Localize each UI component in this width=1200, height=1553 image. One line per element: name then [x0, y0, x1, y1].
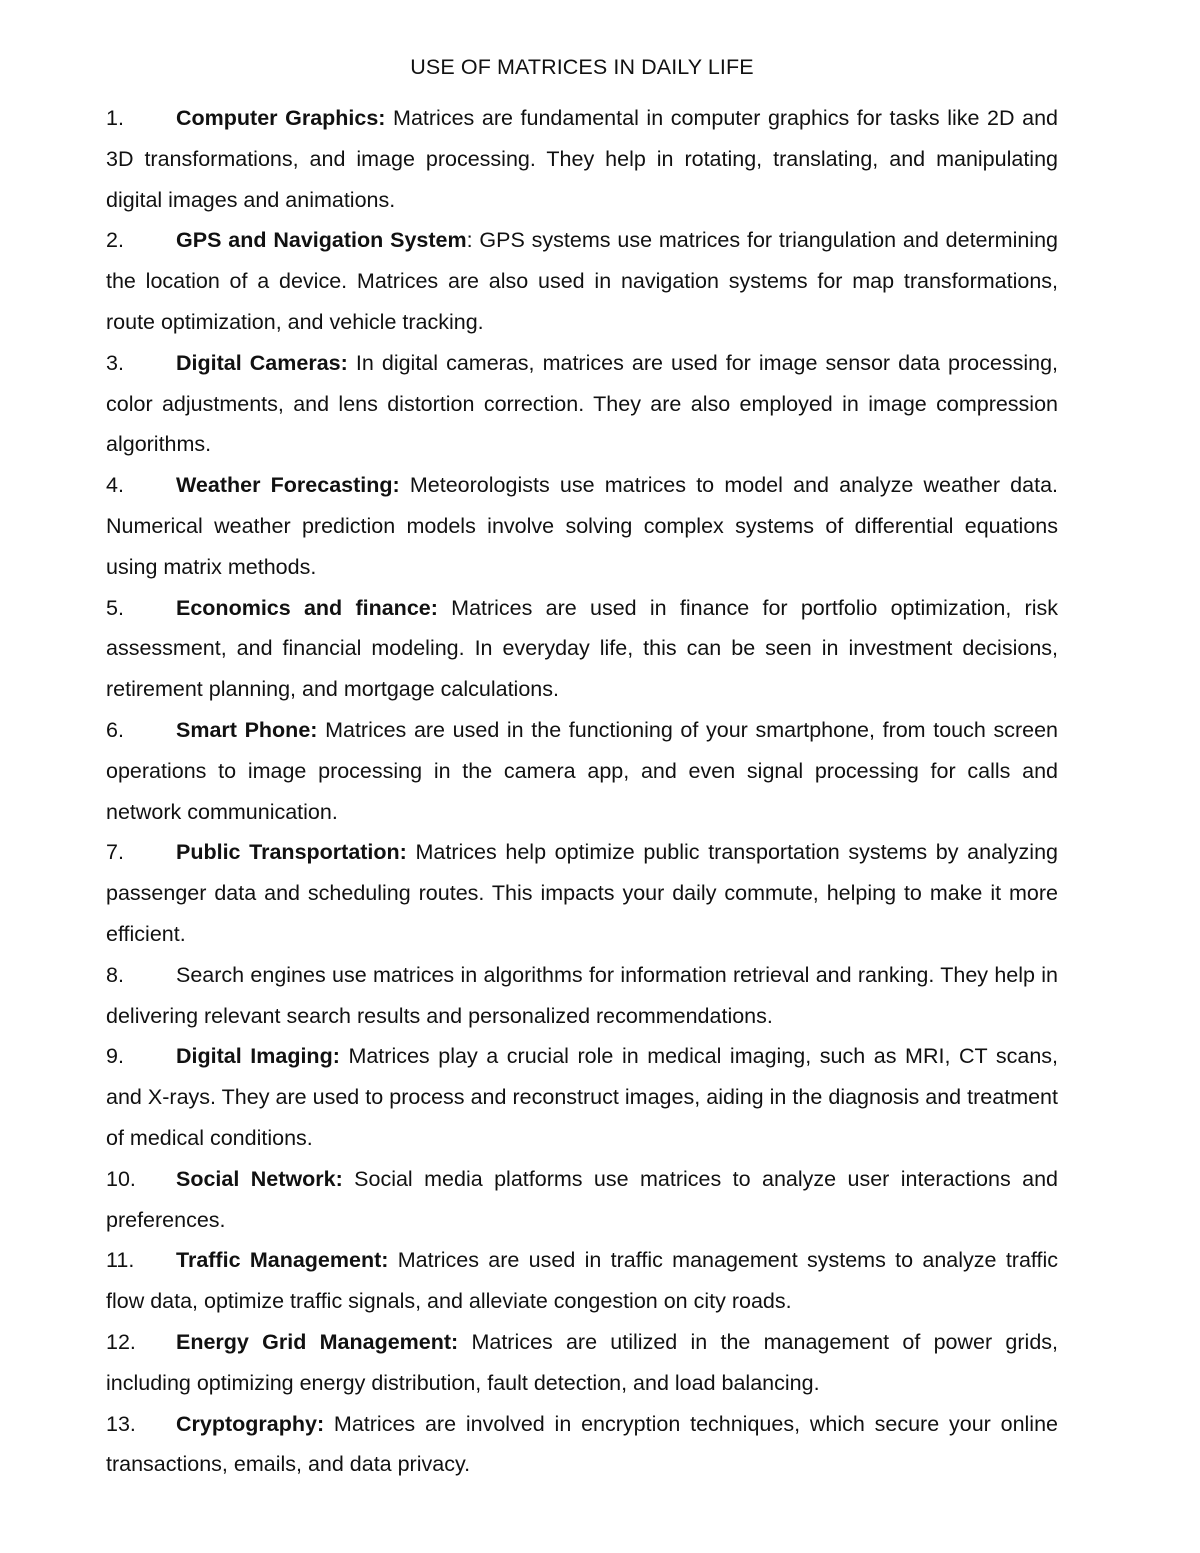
document-title: USE OF MATRICES IN DAILY LIFE [410, 55, 754, 79]
item-term: Public Transportation: [176, 840, 407, 865]
item-number: 4. [106, 473, 124, 498]
item-text: Matrices are fundamental in computer graphics for tasks like 2D and 3D transformations, and image processing. They help in rotating, translating, and manipulating digital images and animations. [106, 106, 1058, 212]
list-item [106, 1159, 1058, 1241]
list-item [106, 832, 1058, 954]
item-term: Digital Cameras: [176, 350, 348, 375]
list-item [106, 710, 1058, 832]
item-term: Computer Graphics: [176, 106, 386, 130]
item-text: Search engines use matrices in algorithms for information retrieval and ranking. They help in delivering relevant search results and personalized recommendations. [106, 962, 1058, 1028]
item-number: 12. [106, 1329, 136, 1354]
item-number: 5. [106, 595, 124, 620]
item-term: Economics and finance: [176, 595, 438, 620]
list-item [106, 465, 1058, 587]
list-item [106, 343, 1058, 465]
item-number: 3. [106, 350, 124, 375]
list-item [106, 220, 1058, 342]
item-term: Social Network: [176, 1166, 343, 1191]
item-number: 1. [106, 106, 124, 130]
item-text: Meteorologists use matrices to model and analyze weather data. Numerical weather prediction models involve solving complex systems of differential equations using matrix methods. [106, 473, 1058, 579]
item-number: 11. [106, 1248, 135, 1273]
item-text: Social media platforms use matrices to analyze user interactions and preferences. [106, 1166, 1058, 1232]
item-text: Matrices are utilized in the management of power grids, including optimizing energy distribution, fault detection, and load balancing. [106, 1329, 1058, 1395]
list-item [106, 98, 1058, 220]
item-term: Smart Phone: [176, 717, 318, 742]
list-item [106, 1404, 1058, 1486]
item-number: 8. [106, 962, 124, 987]
item-text: Matrices are used in finance for portfolio optimization, risk assessment, and financial modeling. In everyday life, this can be seen in investment decisions, retirement planning, and mortgage calculations. [106, 595, 1058, 702]
item-number: 13. [106, 1411, 136, 1436]
item-text: Matrices play a crucial role in medical imaging, such as MRI, CT scans, and X-rays. They are used to process and reconstruct images, aiding in the diagnosis and treatment of medical conditions. [106, 1044, 1059, 1150]
item-term: Energy Grid Management: [176, 1329, 459, 1354]
item-text: In digital cameras, matrices are used for image sensor data processing, color adjustments, and lens distortion correction. They are also employed in image compression algorithms. [106, 350, 1058, 457]
item-text: Matrices are used in the functioning of your smartphone, from touch screen operations to image processing in the camera app, and even signal processing for calls and network communication. [106, 717, 1058, 824]
item-number: 9. [106, 1044, 124, 1069]
document-page [106, 48, 1058, 1485]
matrices-uses-list [106, 98, 1058, 1485]
item-text: Matrices are involved in encryption techniques, which secure your online transactions, emails, and data privacy. [106, 1411, 1058, 1477]
item-text: Matrices are used in traffic management systems to analyze traffic flow data, optimize traffic signals, and alleviate congestion on city roads. [106, 1248, 1058, 1314]
list-item [106, 1240, 1058, 1322]
item-number: 7. [106, 840, 124, 865]
item-text: Matrices help optimize public transportation systems by analyzing passenger data and scheduling routes. This impacts your daily commute, helping to make it more efficient. [106, 840, 1059, 946]
list-item [106, 588, 1058, 710]
list-item [106, 1036, 1058, 1158]
list-item [106, 955, 1058, 1037]
item-term: Cryptography: [176, 1411, 325, 1436]
item-term: Weather Forecasting: [176, 473, 400, 498]
item-number: 2. [106, 228, 124, 253]
item-term: GPS and Navigation System [176, 228, 467, 253]
item-number: 6. [106, 717, 124, 742]
list-item [106, 1322, 1058, 1404]
item-text: : GPS systems use matrices for triangulation and determining the location of a device. Matrices are also used in navigation systems for map transformations, route optimization, and vehicle tracking. [106, 228, 1058, 334]
item-number: 10. [106, 1166, 136, 1191]
item-term: Traffic Management: [176, 1248, 389, 1273]
item-term: Digital Imaging: [176, 1044, 340, 1069]
